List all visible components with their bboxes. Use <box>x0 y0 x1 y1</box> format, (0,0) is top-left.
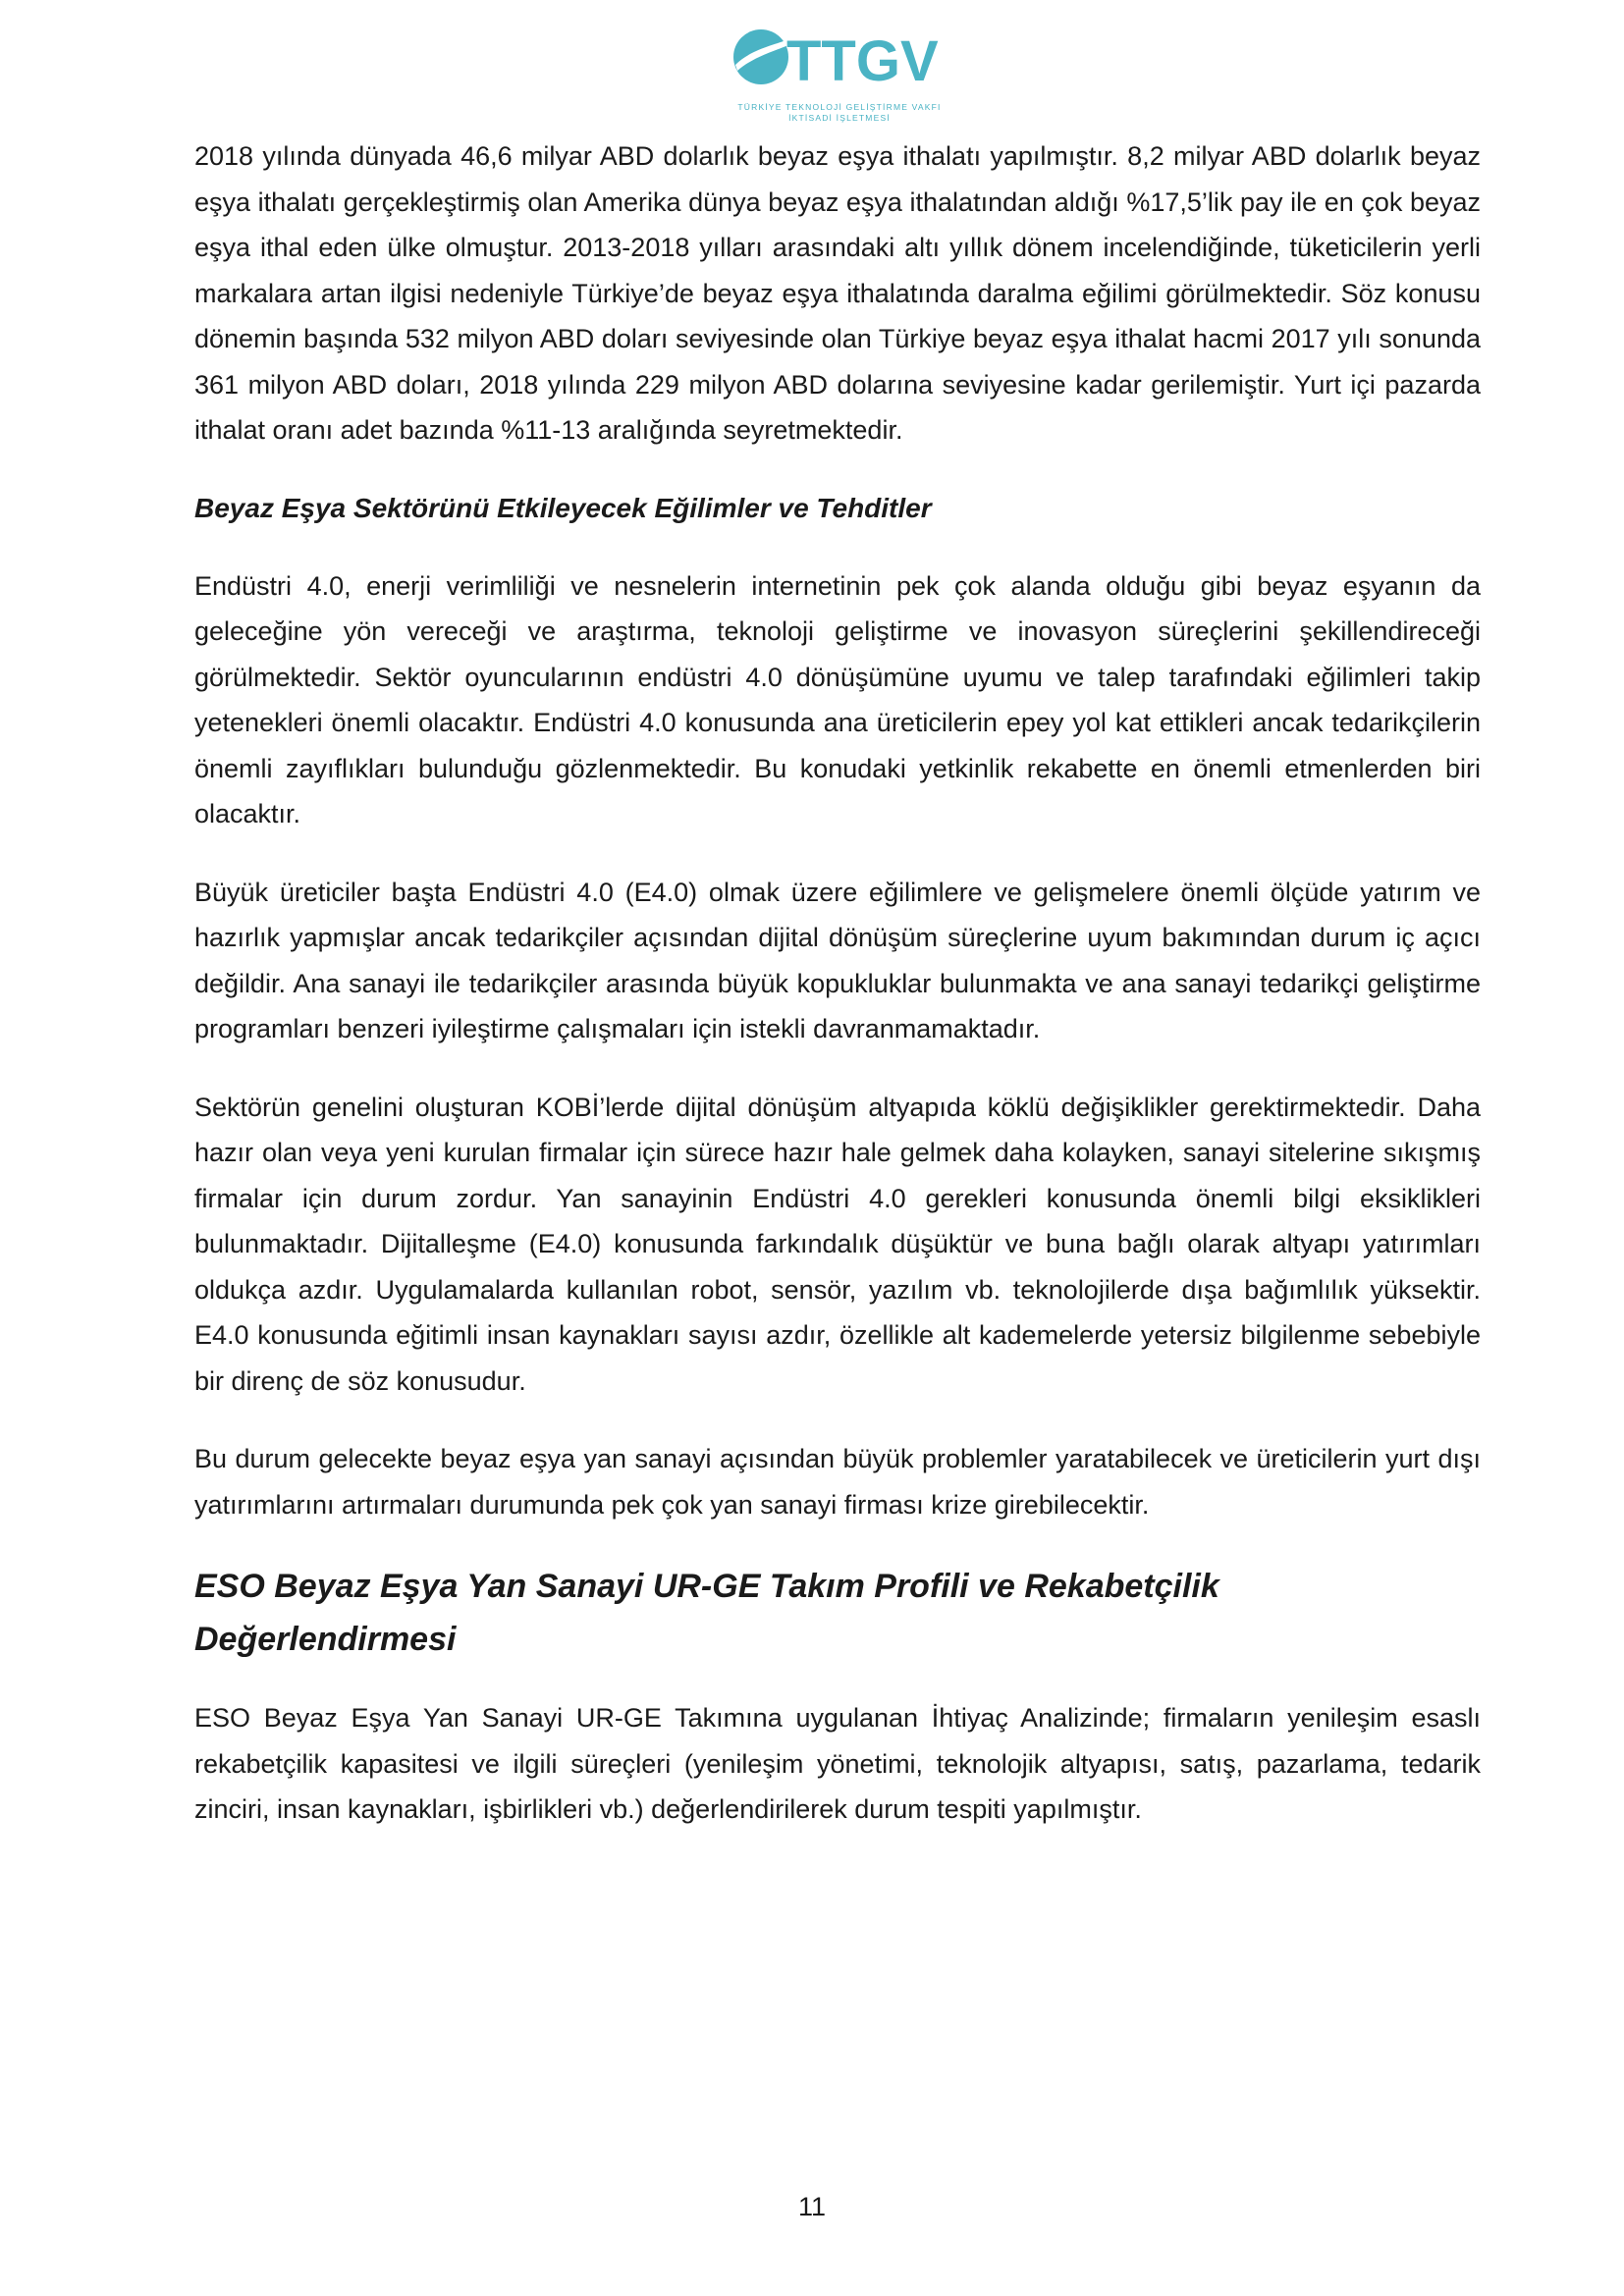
logo-wordmark: TTGV <box>786 29 939 93</box>
logo-subtitle-line-1: TÜRKİYE TEKNOLOJİ GELİŞTİRME VAKFI <box>737 102 942 112</box>
logo-subtitle <box>731 102 947 124</box>
paragraph-sme-digital: Sektörün genelini oluşturan KOBİ’lerde dijital dönüşüm altyapıda köklü değişiklikler gerektirmektedir. Daha hazır olan veya yeni kurulan firmalar için sürece hazır hale gelmek daha kolayken, sanayi sitelerine sıkışmış firmalar için durum zordur. Yan sanayinin Endüstri 4.0 gerekleri konusunda önemli bilgi eksiklikleri bulunmaktadır. Dijitalleşme (E4.0) konusunda farkındalık düşüktür ve buna bağlı olarak altyapı yatırımları oldukça azdır. Uygulamalarda kullanılan robot, sensör, yazılım vb. teknolojilerde dışa bağımlılık yüksektir. E4.0 konusunda eğitimli insan kaynakları sayısı azdır, özellikle alt kademelerde yetersiz bilgilenme sebebiyle bir direnç de söz konusudur. <box>194 1092 1481 1396</box>
ttgv-logo <box>731 20 947 123</box>
page-number: 11 <box>797 2192 827 2221</box>
page-body <box>194 133 1481 1865</box>
heading-team-profile: ESO Beyaz Eşya Yan Sanayi UR-GE Takım Profili ve Rekabetçilik Değerlendirmesi <box>194 1568 1219 1658</box>
paragraph-industry-4: Endüstri 4.0, enerji verimliliği ve nesnelerin internetinin pek çok alanda olduğu gibi beyaz eşyanın da geleceğine yön vereceği ve araştırma, teknoloji geliştirme ve inovasyon süreçlerini şekillendireceği görülmektedir. Sektör oyuncularının endüstri 4.0 dönüşümüne uyumu ve talep tarafındaki eğilimleri takip yetenekleri önemli olacaktır. Endüstri 4.0 konusunda ana üreticilerin epey yol kat ettikleri ancak tedarikçilerin önemli zayıflıkları bulunduğu gözlenmektedir. Bu konudaki yetkinlik rekabette en önemli etmenlerden biri olacaktır. <box>194 570 1481 828</box>
ttgv-logo-mark <box>731 20 947 98</box>
subheading-trends-threats: Beyaz Eşya Sektörünü Etkileyecek Eğilimler ve Tehditler <box>194 492 932 523</box>
paragraph-import-stats: 2018 yılında dünyada 46,6 milyar ABD dolarlık beyaz eşya ithalatı yapılmıştır. 8,2 milyar ABD dolarlık beyaz eşya ithalatı gerçekleştirmiş olan Amerika dünya beyaz eşya ithalatından aldığı %17,5’lik pay ile en çok beyaz eşya ithal eden ülke olmuştur. 2013-2018 yılları arasındaki altı yıllık dönem incelendiğinde, tüketicilerin yerli markalara artan ilgisi nedeniyle Türkiye’de beyaz eşya ithalatında daralma eğilimi görülmektedir. Söz konusu dönemin başında 532 milyon ABD doları seviyesinde olan Türkiye beyaz eşya ithalat hacmi 2017 yılı sonunda 361 milyon ABD doları, 2018 yılında 229 milyon ABD dolarına seviyesine kadar gerilemiştir. Yurt içi pazarda ithalat oranı adet bazında %11-13 aralığında seyretmektedir. <box>194 141 1481 445</box>
paragraph-future-problems: Bu durum gelecekte beyaz eşya yan sanayi açısından büyük problemler yaratabilecek ve üreticilerin yurt dışı yatırımlarını artırmaları durumunda pek çok yan sanayi firması krize girebilecektir. <box>194 1444 1481 1520</box>
paragraph-large-producers: Büyük üreticiler başta Endüstri 4.0 (E4.0) olmak üzere eğilimlere ve gelişmelere önemli ölçüde yatırım ve hazırlık yapmışlar ancak tedarikçiler açısından dijital dönüşüm süreçlerine uyum bakımından durum iç açıcı değildir. Ana sanayi ile tedarikçiler arasında büyük kopukluklar bulunmakta ve ana sanayi tedarikçi geliştirme programları benzeri iyileştirme çalışmaları için istekli davranmamaktadır. <box>194 877 1481 1043</box>
paragraph-needs-analysis: ESO Beyaz Eşya Yan Sanayi UR-GE Takımına uygulanan İhtiyaç Analizinde; firmaların yenileşim esaslı rekabetçilik kapasitesi ve ilgili süreçleri (yenileşim yönetimi, teknolojik altyapısı, satış, pazarlama, tedarik zinciri, insan kaynakları, işbirlikleri vb.) değerlendirilerek durum tespiti yapılmıştır. <box>194 1703 1481 1824</box>
logo-subtitle-line-2: İKTİSADİ İŞLETMESİ <box>788 113 891 123</box>
